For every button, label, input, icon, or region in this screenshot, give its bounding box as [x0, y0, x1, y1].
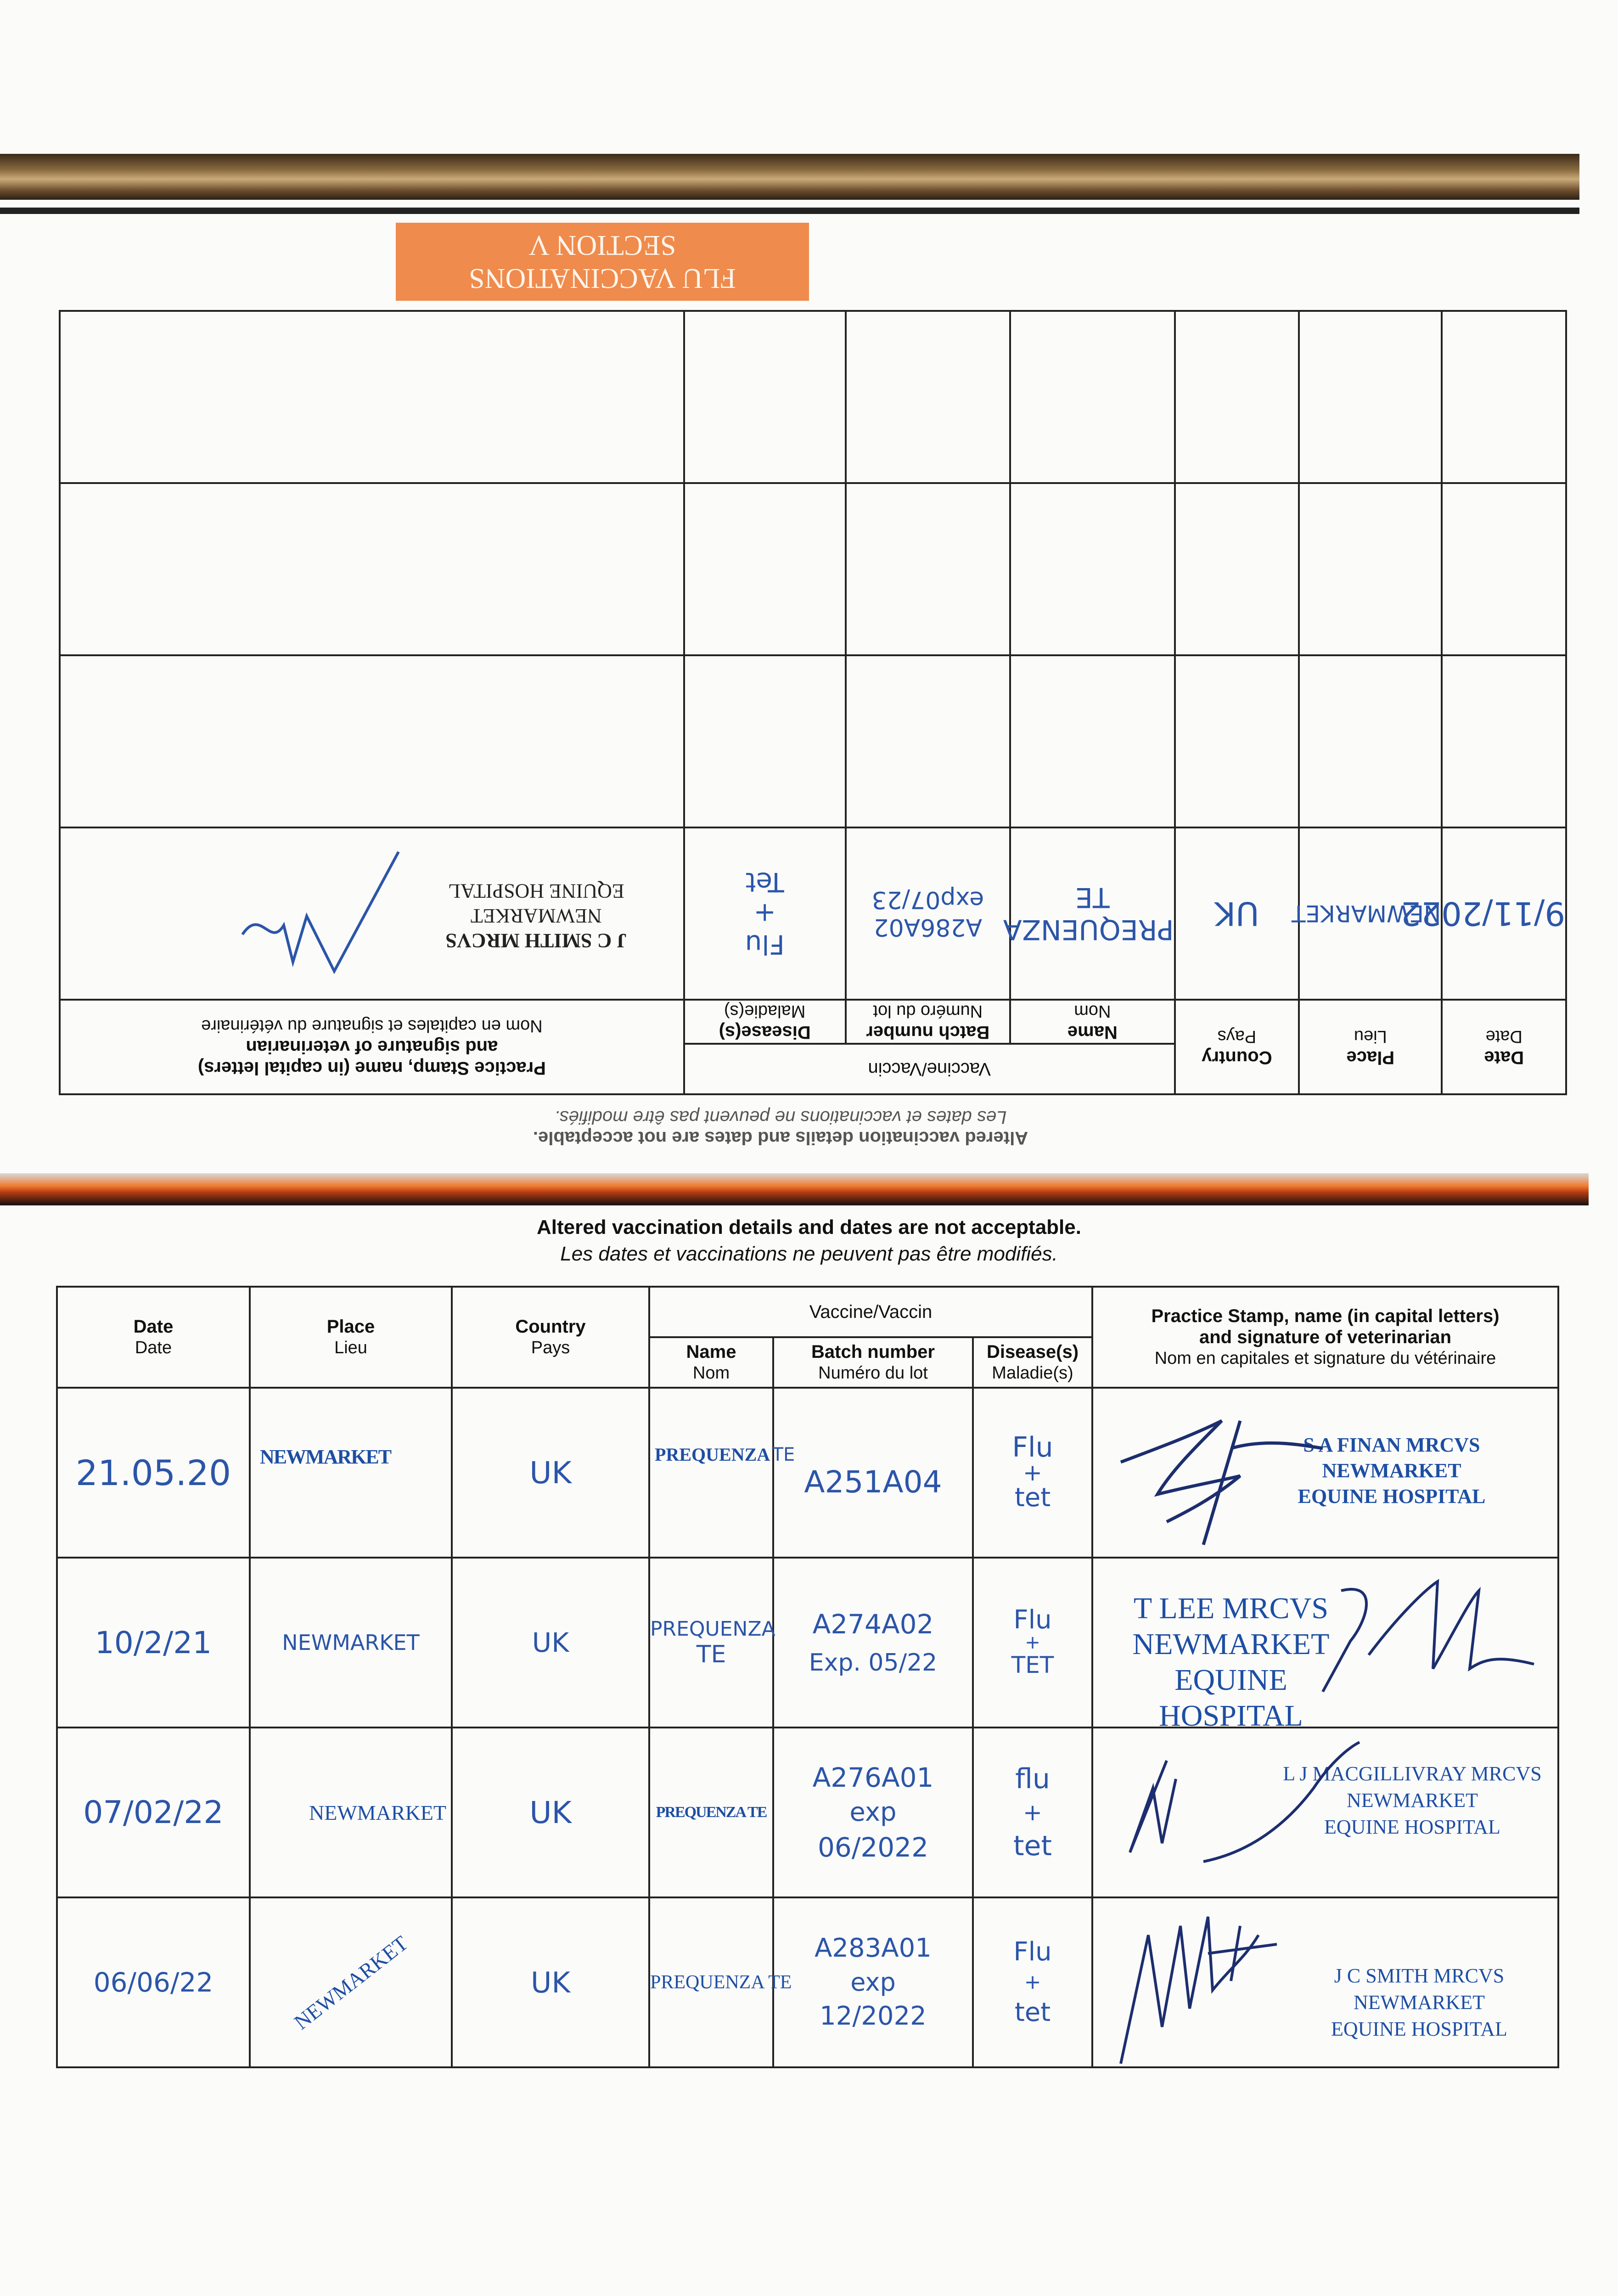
row-practice-stamp [1092, 1558, 1558, 1733]
row-vaccine-name: PREQUENZA TE [649, 1897, 773, 2067]
upper-row-stamp [60, 827, 684, 1000]
stamp-town: NEWMARKET [1347, 1789, 1478, 1812]
top-decorative-band [0, 154, 1579, 200]
row-place: NEWMARKET [250, 1897, 452, 2067]
upper-vaccination-table [59, 319, 1567, 1095]
upper-row-place: NEWMARKET [1299, 827, 1442, 1000]
signature [1093, 1898, 1304, 2068]
stamp-vet-name: T LEE MRCVS [1133, 1592, 1329, 1625]
upper-stamp-town: NEWMARKET [470, 905, 602, 927]
upper-signature [233, 838, 408, 990]
row-place: NEWMARKET [250, 1388, 452, 1558]
row-batch: A274A02 Exp. 05/22 [773, 1558, 973, 1728]
row-disease: Flu + tet [973, 1897, 1092, 2067]
middle-decorative-band [0, 1173, 1589, 1205]
row-date: 07/02/22 [57, 1728, 250, 1897]
table-row [57, 1558, 1558, 1728]
header-date: Date Date [1442, 1000, 1566, 1094]
stamp-hospital: EQUINE HOSPITAL [1331, 2018, 1507, 2040]
header-country: Country Pays [1175, 1000, 1299, 1094]
row-date: 21.05.20 [57, 1388, 250, 1558]
section-label-subtitle: SECTION V [528, 230, 676, 261]
upper-stamp-vet-name: J C SMITH MRCVS [445, 929, 627, 952]
header-disease: Disease(s) Maladie(s) [684, 1000, 846, 1044]
table-row [57, 1728, 1558, 1897]
row-practice-stamp [1092, 1728, 1558, 1897]
header-date: Date Date [57, 1287, 250, 1388]
stamp-hospital: EQUINE HOSPITAL [1159, 1663, 1303, 1733]
row-country: UK [452, 1728, 649, 1897]
upper-row-date: 9/11/2022 [1442, 827, 1566, 1000]
upper-stamp-hospital: EQUINE HOSPITAL [448, 880, 624, 902]
stamp-town: NEWMARKET [1354, 1991, 1485, 2014]
header-practice-stamp: Practice Stamp, name (in capital letters) and signature of veterinarian Nom en capitales et signature du vétérinaire [1092, 1287, 1558, 1388]
row-date: 06/06/22 [57, 1897, 250, 2067]
row-date: 10/2/21 [57, 1558, 250, 1728]
row-disease: flu + tet [973, 1728, 1092, 1897]
stamp-vet-name: L J MACGILLIVRAY MRCVS [1283, 1762, 1542, 1785]
header-place: Place Lieu [1299, 1000, 1442, 1094]
row-disease: Flu + tet [973, 1388, 1092, 1558]
notice-english: Altered vaccination details and dates are not acceptable. [537, 1216, 1081, 1238]
stamp-hospital: EQUINE HOSPITAL [1298, 1485, 1486, 1508]
row-practice-stamp [1092, 1897, 1558, 2067]
table-row [57, 1388, 1558, 1558]
row-place: NEWMARKET [250, 1558, 452, 1728]
header-country: Country Pays [452, 1287, 649, 1388]
row-place: NEWMARKET [250, 1728, 452, 1897]
upper-row-name: PREQUENZA TE [1010, 827, 1175, 1000]
top-band-rule [0, 208, 1579, 214]
row-country: UK [452, 1558, 649, 1728]
row-vaccine-name: PREQUENZA TE [649, 1558, 773, 1728]
stamp-vet-name: S A FINAN MRCVS [1303, 1434, 1480, 1456]
upper-notice: Altered vaccination details and dates are not acceptable. Les dates et vaccinations ne peuvent pas être modifiés. [533, 1107, 1028, 1148]
header-name: Name Nom [1010, 1000, 1175, 1044]
row-practice-stamp [1092, 1388, 1558, 1558]
row-batch: A276A01 exp 06/2022 [773, 1728, 973, 1897]
header-practice-stamp: Practice Stamp, name (in capital letters) and signature of veterinarian Nom en capitales et signature du vétérinaire [60, 1000, 684, 1094]
upper-row-batch: A286A02 exp07/23 [846, 827, 1011, 1000]
table-row [57, 1897, 1558, 2067]
header-batch: Batch number Numéro du lot [773, 1337, 973, 1388]
stamp-hospital: EQUINE HOSPITAL [1324, 1816, 1500, 1838]
row-batch: A251A04 [773, 1388, 973, 1558]
upper-row-country: UK [1175, 827, 1299, 1000]
header-vaccine: Vaccine/Vaccin [684, 1044, 1175, 1094]
section-label [396, 223, 809, 301]
header-place: Place Lieu [250, 1287, 452, 1388]
stamp-town: NEWMARKET [1132, 1627, 1330, 1661]
row-batch: A283A01 exp 12/2022 [773, 1897, 973, 2067]
header-vaccine: Vaccine/Vaccin [649, 1287, 1092, 1337]
row-country: UK [452, 1897, 649, 2067]
row-disease: Flu + TET [973, 1558, 1092, 1728]
row-vaccine-name: PREQUENZA TE [649, 1388, 773, 1558]
section-label-title: FLU VACCINATIONS [469, 263, 736, 294]
stamp-town: NEWMARKET [1322, 1459, 1461, 1482]
vaccination-table [56, 1286, 1557, 2066]
header-name: Name Nom [649, 1337, 773, 1388]
upper-row-disease: Flu + Tet [684, 827, 846, 1000]
row-vaccine-name: PREQUENZA TE [649, 1728, 773, 1897]
header-disease: Disease(s) Maladie(s) [973, 1337, 1092, 1388]
notice-french: Les dates et vaccinations ne peuvent pas être modifiés. [560, 1243, 1058, 1265]
header-batch: Batch number Numéro du lot [846, 1000, 1011, 1044]
row-country: UK [452, 1388, 649, 1558]
stamp-vet-name: J C SMITH MRCVS [1334, 1964, 1505, 1987]
